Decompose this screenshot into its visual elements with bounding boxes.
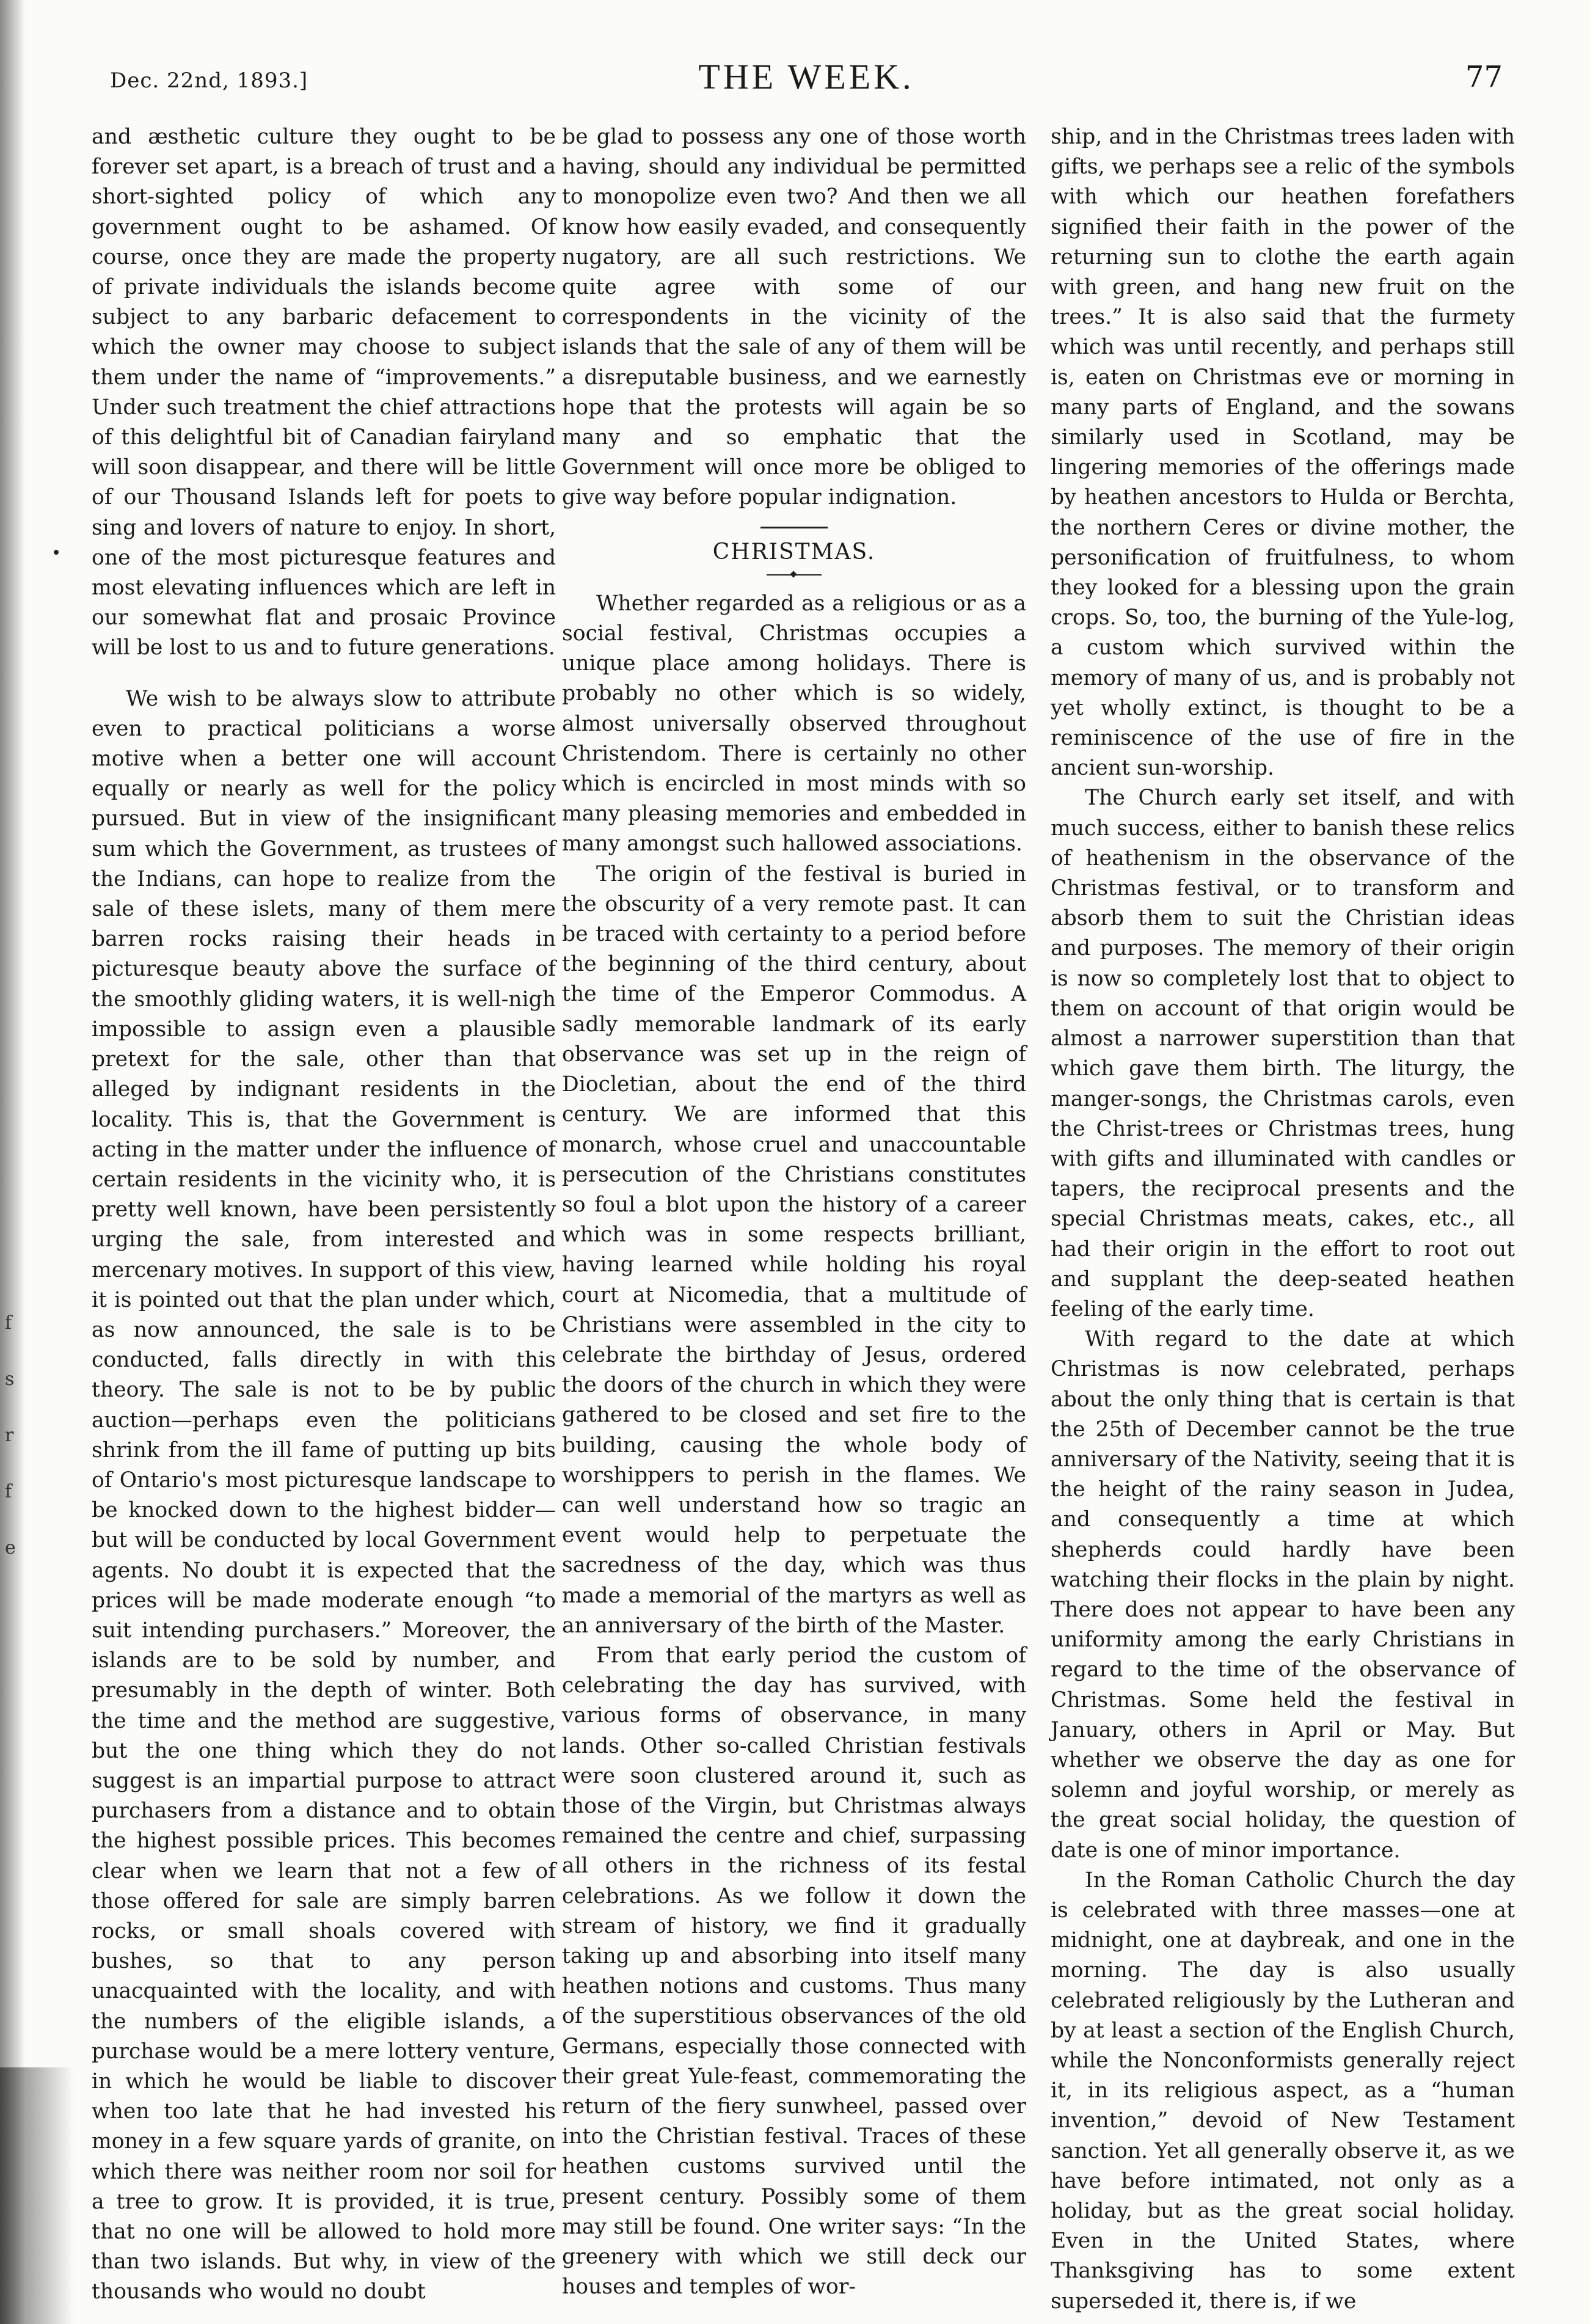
margin-mark: s: [5, 1368, 15, 1390]
issue-date: Dec. 22nd, 1893.]: [110, 68, 308, 93]
margin-mark: f: [5, 1312, 12, 1334]
paragraph: The origin of the festival is buried in the obscurity of a very remote past. It can be traced with certainty to a period before the beginning of the third century, about the time of the Emperor Commodus. A sadly memorable landmark of its early observance was set up in the reign of Diocletian, about the end of the third century. We are informed that this monarch, whose cruel and unaccountable persecution of the Christians constitutes so foul a blot upon the history of a career which was in some respects brilliant, having learned while holding his royal court at Nicomedia, that a multitude of Christians were assembled in the city to celebrate the birthday of Jesus, ordered the doors of the church in which they were gathered to be closed and set fire to the building, causing the whole body of worshippers to perish in the flames. We can well understand how so tragic an event would help to perpetuate the sacredness of the day, which was thus made a memorial of the martyrs as well as an anniversary of the birth of the Master.: [562, 861, 1026, 1638]
paragraph: From that early period the custom of celebrating the day has survived, with various forms of observance, in many lands. Other so-called Christian festivals were soon clustered around it, such as those of the Virgin, but Christmas always remained the centre and chief, surpassing all others in the richness of its festal celebrations. As we follow it down the stream of history, we find it gradually taking up and absorbing into itself many heathen notions and customs. Thus many of the superstitious observances of the old Germans, especially those connected with their great Yule-feast, commemorating the return of the fiery sunwheel, passed over into the Christian festival. Traces of these heathen customs survived until the present century. Possibly some of them may still be found. One writer says: “In the greenery with which we still deck our houses and temples of wor-: [562, 1643, 1026, 2300]
paragraph: We wish to be always slow to attribute even to practical politicians a worse motive when a better one will account equally or nearly as well for the policy pursued. But in view of the insignificant sum which the Government, as trustees of the Indians, can hope to realize from the sale of these islets, many of them mere barren rocks raising their heads in picturesque beauty above the surface of the smoothly gliding waters, it is well-nigh impossible to assign even a plausible pretext for the sale, other than that alleged by indignant residents in the locality. This is, that the Government is acting in the matter under the influence of certain residents in the vicinity who, it is pretty well known, have been persistently urging the sale, from interested and mercenary motives. In support of this view, it is pointed out that the plan under which, as now announced, the sale is to be conducted, falls directly in with this theory. The sale is not to be by public auction—perhaps even the politicians shrink from the ill fame of putting up bits of Ontario's most picturesque landscape to be knocked down to the highest bidder—but will be conducted by local Government agents. No doubt it is expected that the prices will be made moderate enough “to suit intending purchasers.” Moreover, the islands are to be sold by number, and presumably in the depth of winter. Both the time and the method are suggestive, but the one thing which they do not suggest is an impartial purpose to attract purchasers from a distance and to obtain the highest possible prices. This becomes clear when we learn that not a few of those offered for sale are simply barren rocks, or small shoals covered with bushes, so that to any person unacquainted with the locality, and with the numbers of the eligible islands, a purchase would be a mere lottery venture, in which he would be liable to discover when too late that he had invested his money in a few square yards of granite, on which there was neither room nor soil for a tree to grow. It is provided, it is true, that no one will be allowed to hold more than two islands. But why, in view of the thousands who would no doubt: [92, 686, 556, 2304]
margin-mark: f: [5, 1481, 12, 1502]
column-3: [1051, 122, 1515, 2317]
paragraph: The Church early set itself, and with much success, either to banish these relics of heathenism in the observance of the Christmas festival, or to transform and absorb them to suit the Christian ideas and purposes. The memory of their origin is now so completely lost that to object to them on account of that origin would be almost a narrower superstition than that which gave them birth. The liturgy, the manger-songs, the Christmas carols, even the Christ-trees or Christmas trees, hung with gifts and illuminated with candles or tapers, the reciprocal presents and the special Christmas meats, cakes, etc., all had their origin in the effort to root out and supplant the deep-seated heathen feeling of the early time.: [1051, 786, 1515, 1321]
heading-rule: [760, 527, 828, 528]
heading-ornament: [767, 574, 822, 576]
section-heading-block: [562, 527, 1026, 576]
margin-marks: [5, 1295, 20, 1576]
binding-shadow: [0, 0, 24, 2324]
column-1: [92, 122, 556, 2308]
margin-dot: [54, 550, 59, 555]
page-number: 77: [1465, 60, 1503, 94]
page-header: [98, 56, 1515, 105]
column-2: [562, 122, 1026, 2302]
paragraph: With regard to the date at which Christmas is now celebrated, perhaps about the only thing that is certain is that the 25th of December cannot be the true anniversary of the Nativity, seeing that it is the height of the rainy season in Judea, and consequently a time at which shepherds could hardly have been watching their flocks in the plain by night. There does not appear to have been any uniformity among the early Christians in regard to the time of the observance of Christmas. Some held the festival in January, others in April or May. But whether we observe the day as one for solemn and joyful worship, or merely as the great social holiday, the question of date is one of minor importance.: [1051, 1327, 1515, 1863]
section-heading: CHRISTMAS.: [712, 539, 876, 565]
paragraph: Whether regarded as a religious or as a social festival, Christmas occupies a unique place among holidays. There is probably no other which is so widely, almost universally observed throughout Christendom. There is certainly no other which is encircled in most minds with so many pleasing memories and embedded in many amongst such hallowed associations.: [562, 591, 1026, 857]
binding-shadow-bottom: [0, 2067, 73, 2324]
paragraph: and æsthetic culture they ought to be forever set apart, is a breach of trust and a short-sighted policy of which any government ought to be ashamed. Of course, once they are made the property of private individuals the islands become subject to any barbaric defacement to which the owner may choose to subject them under the name of “improvements.” Under such treatment the chief attractions of this delightful bit of Canadian fairyland will soon disappear, and there will be little of our Thousand Islands left for poets to sing and lovers of nature to enjoy. In short, one of the most picturesque features and most elevating influences which are left in our somewhat flat and prosaic Province will be lost to us and to future generations.: [92, 125, 556, 660]
publication-title: THE WEEK.: [698, 57, 914, 97]
paragraph: In the Roman Catholic Church the day is celebrated with three masses—one at midnight, one at daybreak, and one in the morning. The day is also usually celebrated religiously by the Lutheran and by at least a section of the English Church, while the Nonconformists generally reject it, in its religious aspect, as a “human invention,” devoid of New Testament sanction. Yet all generally observe it, as we have before intimated, not only as a holiday, but as the great social holiday. Even in the United States, where Thanksgiving has to some extent superseded it, there is, if we: [1051, 1868, 1515, 2314]
paragraph: ship, and in the Christmas trees laden with gifts, we perhaps see a relic of the symbols with which our heathen forefathers signified their faith in the power of the returning sun to clothe the earth again with green, and hang new fruit on the trees.” It is also said that the furmety which was until recently, and perhaps still is, eaten on Christmas eve or morning in many parts of England, and the sowans similarly used in Scotland, may be lingering memories of the offerings made by heathen ancestors to Hulda or Berchta, the northern Ceres or divine mother, the personification of fruitfulness, to whom they looked for a blessing upon the grain crops. So, too, the burning of the Yule-log, a custom which survived within the memory of many of us, and is probably not yet wholly extinct, is thought to be a reminiscence of the use of fire in the ancient sun-worship.: [1051, 125, 1515, 781]
margin-mark: e: [5, 1537, 16, 1558]
paragraph: be glad to possess any one of those worth having, should any individual be permitted to monopolize even two? And then we all know how easily evaded, and consequently nugatory, are all such restrictions. We quite agree with some of our correspondents in the vicinity of the islands that the sale of any of them will be a disreputable business, and we earnestly hope that the protests will again be so many and so emphatic that the Government will once more be obliged to give way before popular indignation.: [562, 125, 1026, 510]
margin-mark: r: [5, 1425, 14, 1446]
